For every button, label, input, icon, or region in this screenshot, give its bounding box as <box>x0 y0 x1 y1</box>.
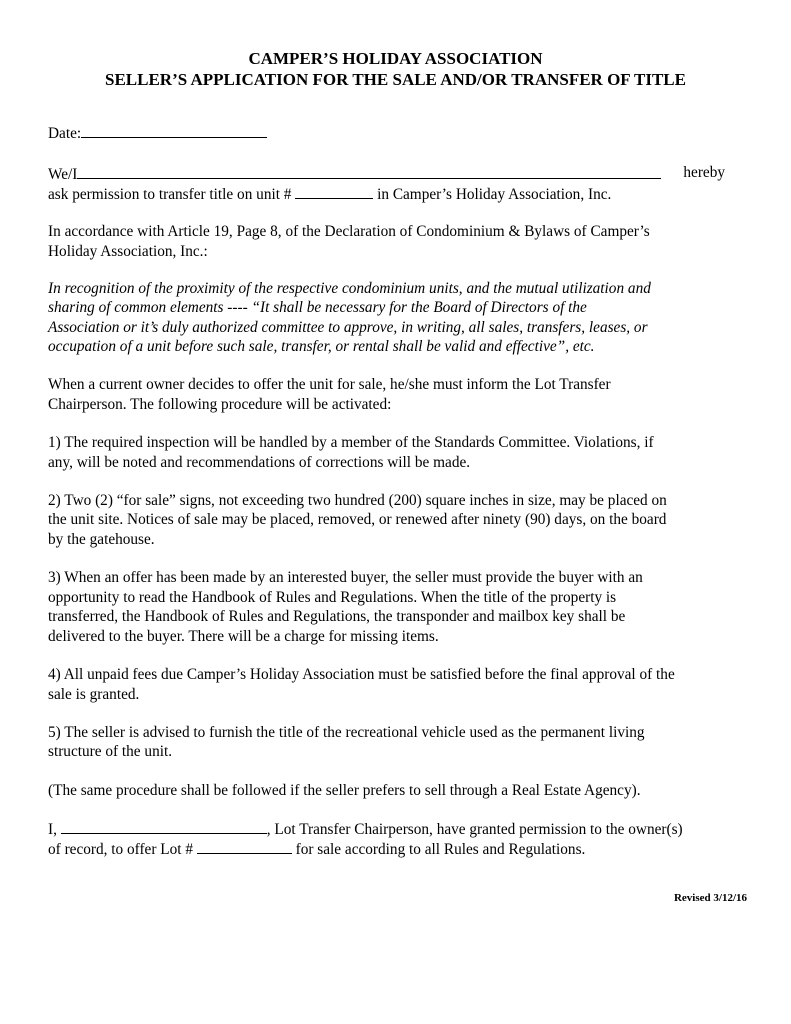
unit-number-field[interactable] <box>295 184 373 199</box>
date-row <box>48 123 267 143</box>
quote-line: sharing of common elements ---- “It shall be necessary for the Board of Directors of the <box>48 299 587 316</box>
association-title: CAMPER’S HOLIDAY ASSOCIATION <box>248 49 543 68</box>
approval-row <box>48 819 683 839</box>
item-4-line: sale is granted. <box>48 686 140 703</box>
date-label: Date: <box>48 125 82 142</box>
item-1-line: 1) The required inspection will be handled by a member of the Standards Committee. Violations, if <box>48 434 654 451</box>
we-row <box>48 164 661 184</box>
item-1-line: any, will be noted and recommendations of corrections will be made. <box>48 454 471 471</box>
item-2-line: by the gatehouse. <box>48 531 155 548</box>
hereby-text: hereby <box>683 164 725 181</box>
ask-prefix: ask permission to transfer title on unit # <box>48 186 292 203</box>
quote-line: occupation of a unit before such sale, transfer, or rental shall be valid and effective”, etc. <box>48 338 595 355</box>
item-3-line: 3) When an offer has been made by an interested buyer, the seller must provide the buyer with an <box>48 569 643 586</box>
we-label: We/I <box>48 166 78 183</box>
agency-note: (The same procedure shall be followed if the seller prefers to sell through a Real Estate Agency). <box>48 782 641 799</box>
approval-line2-prefix: of record, to offer Lot # <box>48 841 193 858</box>
intro-line: In accordance with Article 19, Page 8, of the Declaration of Condominium & Bylaws of Camper’s <box>48 223 650 240</box>
form-title: SELLER’S APPLICATION FOR THE SALE AND/OR TRANSFER OF TITLE <box>105 70 686 89</box>
revised-date: Revised 3/12/16 <box>673 892 747 904</box>
item-3-line: transferred, the Handbook of Rules and Regulations, the transponder and mailbox key shall be <box>48 608 626 625</box>
approval-prefix: I, <box>48 821 57 838</box>
approval-row-2 <box>48 839 585 859</box>
lot-number-field[interactable] <box>197 839 292 854</box>
approval-line2-suffix: for sale according to all Rules and Regulations. <box>295 841 586 858</box>
approval-mid: , Lot Transfer Chairperson, have granted permission to the owner(s) <box>266 821 683 838</box>
procedure-line: Chairperson. The following procedure will be activated: <box>48 396 392 413</box>
chairperson-name-field[interactable] <box>61 819 267 834</box>
item-3-line: delivered to the buyer. There will be a charge for missing items. <box>48 628 439 645</box>
quote-line: Association or it’s duly authorized committee to approve, in writing, all sales, transfers, leases, or <box>48 319 648 336</box>
procedure-line: When a current owner decides to offer the unit for sale, he/she must inform the Lot Transfer <box>48 376 611 393</box>
item-2-line: 2) Two (2) “for sale” signs, not exceeding two hundred (200) square inches in size, may be placed on <box>48 492 667 509</box>
date-field[interactable] <box>81 123 267 138</box>
intro-line: Holiday Association, Inc.: <box>48 243 208 260</box>
item-2-line: the unit site. Notices of sale may be placed, removed, or renewed after ninety (90) days, on the board <box>48 511 667 528</box>
ask-suffix: in Camper’s Holiday Association, Inc. <box>377 186 612 203</box>
item-4-line: 4) All unpaid fees due Camper’s Holiday Association must be satisfied before the final approval of the <box>48 666 675 683</box>
item-3-line: opportunity to read the Handbook of Rules and Regulations. When the title of the property is <box>48 589 617 606</box>
item-5-line: structure of the unit. <box>48 743 173 760</box>
seller-name-field[interactable] <box>77 164 661 179</box>
item-5-line: 5) The seller is advised to furnish the title of the recreational vehicle used as the permanent living <box>48 724 645 741</box>
ask-row <box>48 184 611 204</box>
quote-line: In recognition of the proximity of the respective condominium units, and the mutual utilization and <box>48 280 651 297</box>
